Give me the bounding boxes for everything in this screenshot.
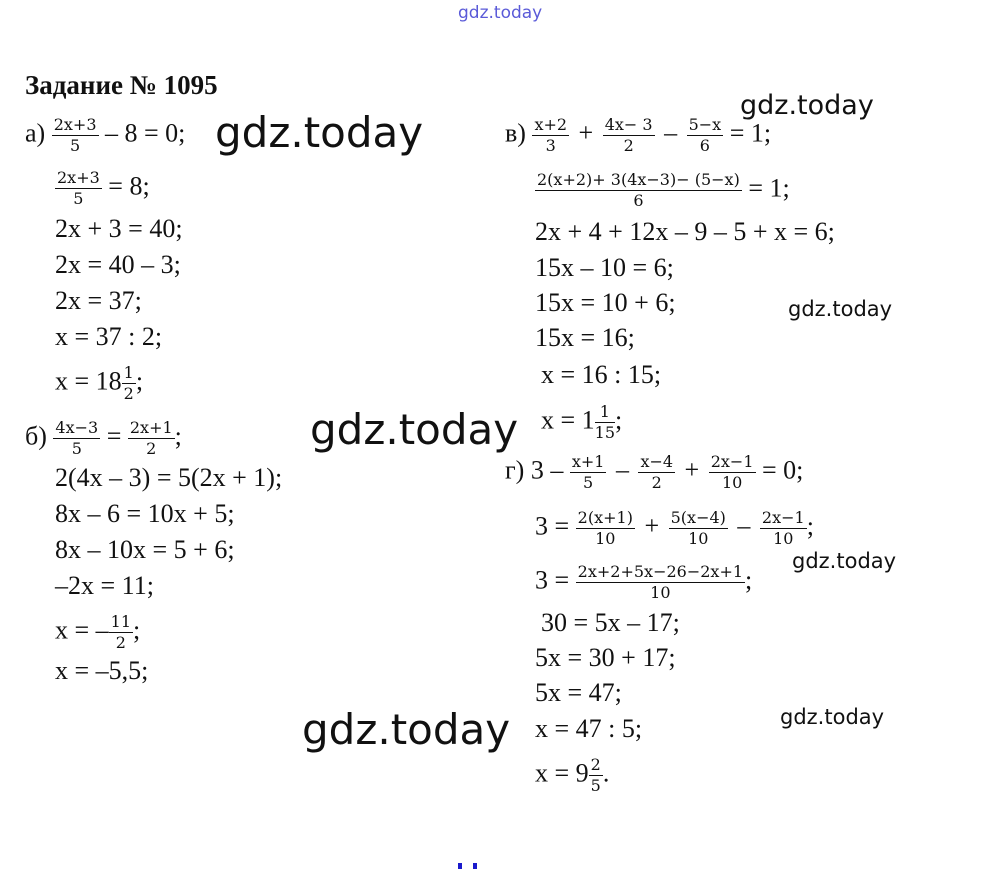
fraction: $\frac{x+1}{5}$ (571, 452, 605, 492)
watermark-center: gdz.today (310, 405, 519, 454)
fraction: $\frac{1}{2}$ (123, 363, 134, 403)
fraction: $\frac{4x- 3}{2}$ (604, 115, 653, 155)
fraction: $\frac{5-x}{6}$ (688, 115, 722, 155)
part-b-line-6: x = – $\frac{11}{2}$ ; (55, 612, 141, 652)
part-g-line-1: г) 3 – $\frac{x+1}{5}$ – $\frac{x-4}{2}$ + $\frac{2x-1}{10}$ = 0; (505, 452, 804, 492)
fraction: $\frac{2}{5}$ (590, 755, 601, 795)
part-v-line-3: 2x + 4 + 12x – 9 – 5 + x = 6; (535, 217, 835, 246)
fraction: $\frac{2x+3}{5}$ (57, 168, 100, 208)
part-a-line-1: а) $\frac{2x+3}{5}$ – 8 = 0; (25, 115, 186, 155)
part-v-line-2: $\frac{2(x+2)+ 3(4x-3)- (5-x)}{6}$ = 1; (537, 170, 790, 210)
part-g-line-4: 30 = 5x – 17; (541, 608, 680, 637)
fraction: $\frac{2x-1}{10}$ (710, 452, 754, 492)
watermark-bottom-right: gdz.today (780, 705, 885, 729)
scan-mark (458, 863, 462, 869)
part-b-line-5: –2x = 11; (55, 571, 154, 600)
part-g-line-6: 5x = 47; (535, 678, 622, 707)
part-a-label: а) (25, 118, 46, 148)
part-g-line-5: 5x = 30 + 17; (535, 643, 676, 672)
fraction: $\frac{11}{2}$ (110, 612, 132, 652)
task-title: Задание № 1095 (25, 70, 218, 100)
part-v-line-8: x = 1 $\frac{1}{15}$ ; (541, 402, 623, 442)
part-b-line-7: x = –5,5; (55, 656, 149, 685)
part-a-line-6: x = 37 : 2; (55, 322, 163, 351)
part-v-line-4: 15x – 10 = 6; (535, 253, 674, 282)
part-g-line-3: 3 = $\frac{2x+2+5x-26-2x+1}{10}$ ; (535, 562, 753, 602)
fraction: $\frac{x+2}{3}$ (534, 115, 568, 155)
part-a-line-2: $\frac{2x+3}{5}$ = 8; (57, 168, 150, 208)
part-b-line-1: б) $\frac{4x-3}{5}$ = $\frac{2x+1}{2}$ ; (25, 418, 182, 458)
part-b-line-2: 2(4x – 3) = 5(2x + 1); (55, 463, 283, 492)
part-a-line-7: x = 18 $\frac{1}{2}$ ; (55, 363, 144, 403)
part-a-line-5: 2x = 37; (55, 286, 142, 315)
fraction: $\frac{2(x+2)+ 3(4x-3)- (5-x)}{6}$ (537, 170, 740, 210)
part-g-label: г) (505, 455, 525, 485)
fraction: $\frac{5(x-4)}{10}$ (670, 508, 726, 548)
fraction: $\frac{2x-1}{10}$ (761, 508, 805, 548)
fraction: $\frac{4x-3}{5}$ (55, 418, 99, 458)
part-b-line-3: 8x – 6 = 10x + 5; (55, 499, 235, 528)
watermark-v: gdz.today (740, 90, 874, 121)
part-g-line-7: x = 47 : 5; (535, 714, 643, 743)
watermark-bottom-center: gdz.today (302, 705, 511, 754)
scan-mark (473, 863, 477, 869)
part-v-line-7: x = 16 : 15; (541, 360, 662, 389)
watermark-a: gdz.today (215, 108, 424, 157)
fraction: $\frac{2x+3}{5}$ (53, 115, 97, 155)
fraction: $\frac{2(x+1)}{10}$ (577, 508, 633, 548)
fraction: $\frac{x-4}{2}$ (640, 452, 674, 492)
part-a-line-3: 2x + 3 = 40; (55, 214, 183, 243)
part-g-line-8: x = 9 $\frac{2}{5}$ . (535, 755, 610, 795)
part-v-line-5: 15x = 10 + 6; (535, 288, 676, 317)
part-a-line-4: 2x = 40 – 3; (55, 250, 181, 279)
part-g-line-2: 3 = $\frac{2(x+1)}{10}$ + $\frac{5(x-4)}{10}$ – $\frac{2x-1}{10}$ ; (535, 508, 814, 548)
fraction: $\frac{2x+1}{2}$ (129, 418, 173, 458)
watermark-top: gdz.today (458, 3, 543, 23)
fraction: $\frac{1}{15}$ (594, 402, 616, 442)
part-b-label: б) (25, 421, 47, 451)
fraction: $\frac{2x+2+5x-26-2x+1}{10}$ (577, 562, 744, 602)
watermark-g: gdz.today (792, 549, 897, 573)
part-v-line-6: 15x = 16; (535, 323, 635, 352)
watermark-v-mid: gdz.today (788, 297, 893, 321)
part-b-line-4: 8x – 10x = 5 + 6; (55, 535, 235, 564)
part-v-line-1: в) $\frac{x+2}{3}$ + $\frac{4x- 3}{2}$ – $\frac{5-x}{6}$ = 1; (505, 115, 772, 155)
part-v-label: в) (505, 118, 526, 148)
